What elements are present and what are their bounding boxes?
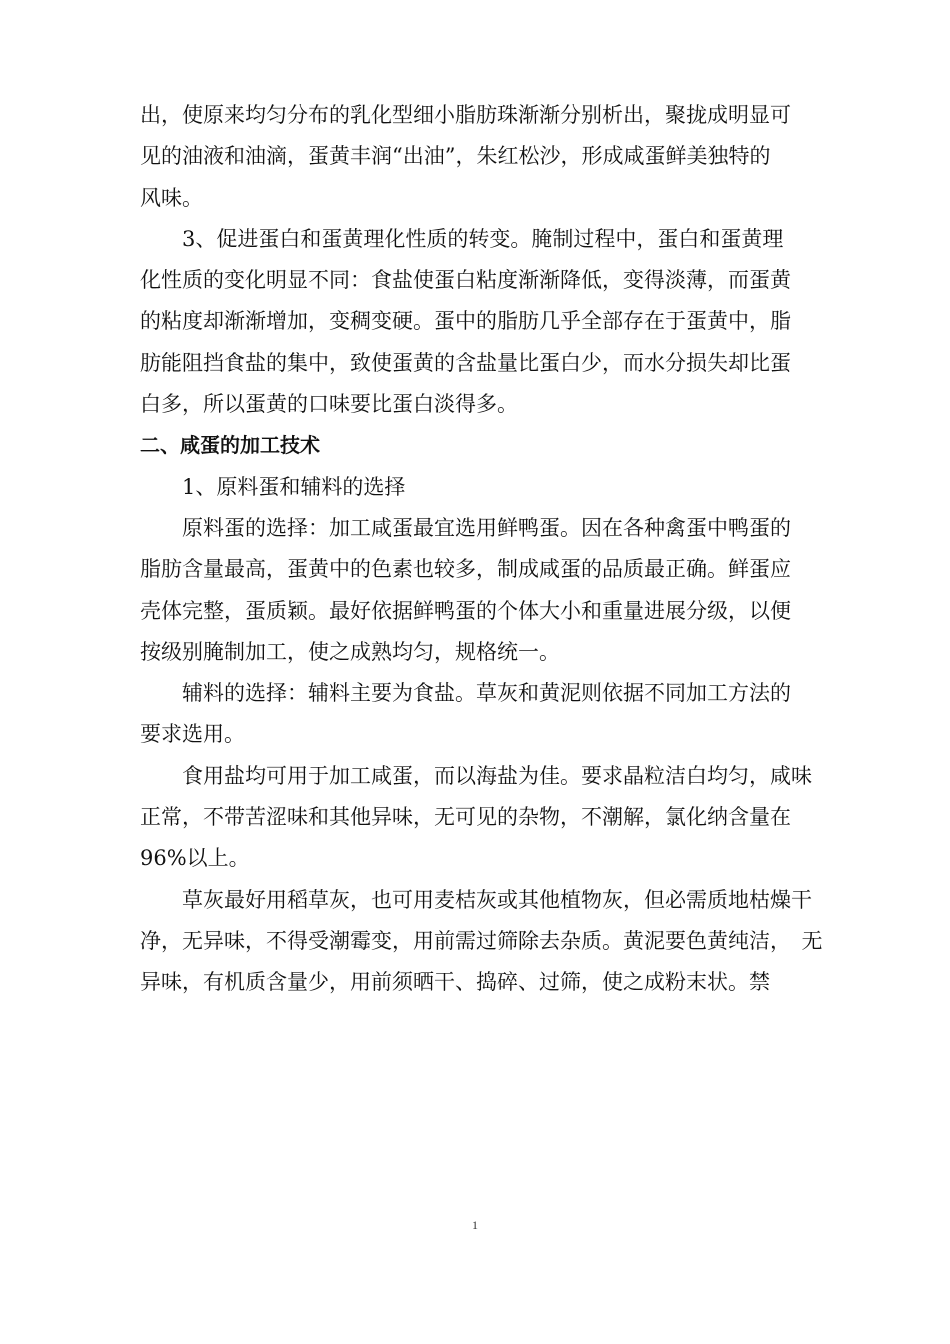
page-number: 1 <box>472 1218 478 1232</box>
text-line: 见的油液和油滴，蛋黄丰润“出油”，朱红松沙，形成咸蛋鲜美独特的 <box>140 144 771 169</box>
paragraph <box>140 95 835 219</box>
text-line: 1、原料蛋和辅料的选择 <box>182 474 406 499</box>
text-line: 肪能阻挡食盐的集中，致使蛋黄的含盐量比蛋白少，而水分损失却比蛋 <box>140 350 791 375</box>
text-line: 正常，不带苦涩味和其他异味，无可见的杂物，不潮解，氯化纳含量在 <box>140 805 791 830</box>
text-line: 风味。 <box>140 185 203 210</box>
paragraph <box>140 880 835 1004</box>
paragraph <box>140 467 835 508</box>
paragraph <box>140 508 835 673</box>
text-line: 壳体完整，蛋质颖。最好依据鲜鸭蛋的个体大小和重量进展分级，以便 <box>140 598 791 623</box>
section-heading <box>140 425 835 466</box>
text-line: 辅料的选择：辅料主要为食盐。草灰和黄泥则依据不同加工方法的 <box>182 681 791 706</box>
text-line: 食用盐均可用于加工咸蛋，而以海盐为佳。要求晶粒洁白均匀，咸味 <box>182 763 812 788</box>
text-line: 白多，所以蛋黄的口味要比蛋白淡得多。 <box>140 392 518 417</box>
text-line: 化性质的变化明显不同：食盐使蛋白粘度渐渐降低，变得淡薄，而蛋黄 <box>140 268 791 293</box>
text-line: 草灰最好用稻草灰，也可用麦桔灰或其他植物灰，但必需质地枯燥干 <box>182 887 812 912</box>
paragraph <box>140 756 835 880</box>
text-line: 出，使原来均匀分布的乳化型细小脂肪珠渐渐分别析出，聚拢成明显可 <box>140 103 791 127</box>
paragraph <box>140 673 835 756</box>
text-line: 3、促进蛋白和蛋黄理化性质的转变。腌制过程中，蛋白和蛋黄理 <box>182 226 784 251</box>
paragraph <box>140 219 835 425</box>
text-line: 要求选用。 <box>140 722 245 747</box>
text-line: 净，无异味，不得受潮霉变，用前需过筛除去杂质。黄泥要色黄纯洁， 无 <box>140 928 823 953</box>
text-line: 脂肪含量最高，蛋黄中的色素也较多，制成咸蛋的品质最正确。鲜蛋应 <box>140 557 791 582</box>
text-line: 96%以上。 <box>140 846 250 871</box>
text-line: 二、咸蛋的加工技术 <box>140 433 320 458</box>
text-line: 原料蛋的选择：加工咸蛋最宜选用鲜鸭蛋。因在各种禽蛋中鸭蛋的 <box>182 515 791 540</box>
text-line: 按级别腌制加工，使之成熟均匀，规格统一。 <box>140 639 560 664</box>
document-body <box>140 95 835 1004</box>
text-line: 的粘度却渐渐增加，变稠变硬。蛋中的脂肪几乎全部存在于蛋黄中，脂 <box>140 309 791 334</box>
text-line: 异味，有机质含量少，用前须晒干、捣碎、过筛，使之成粉末状。禁 <box>140 970 770 995</box>
